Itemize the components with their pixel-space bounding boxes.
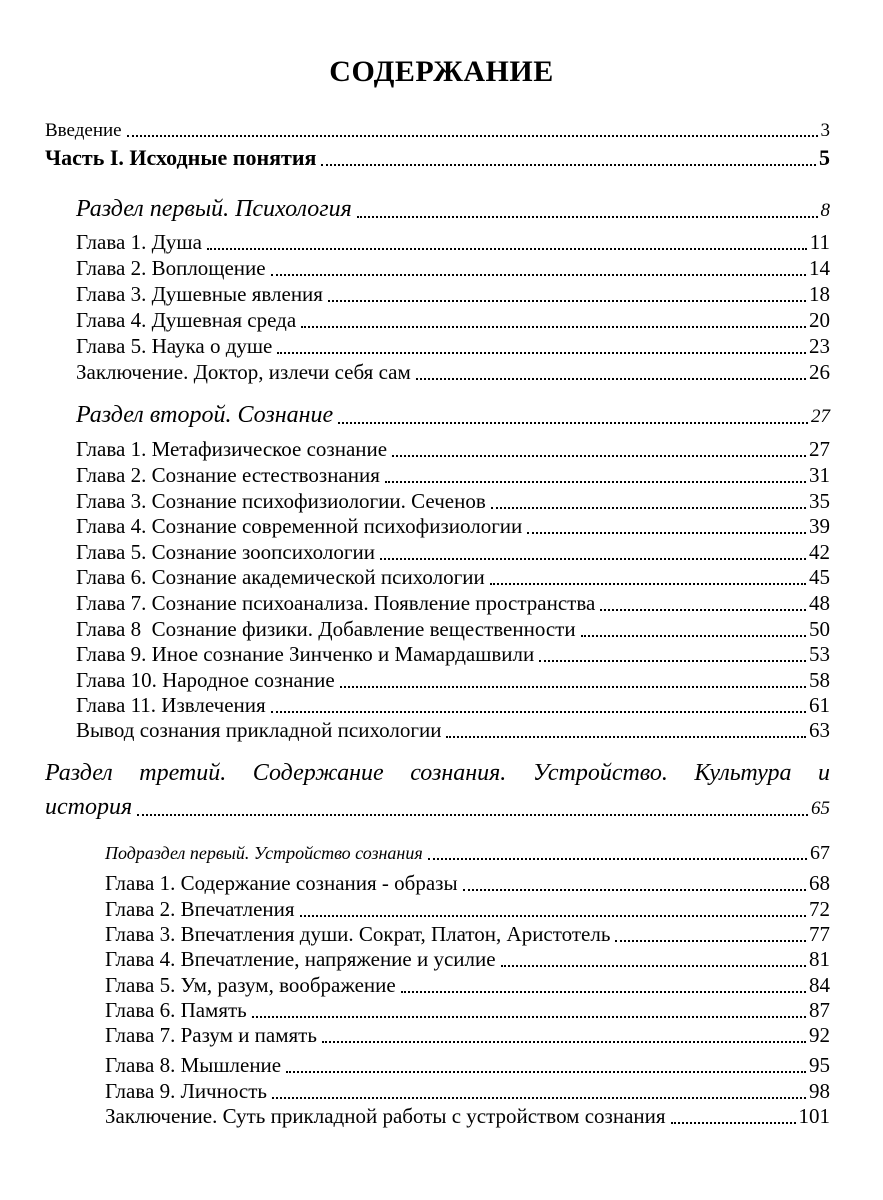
dot-leader (127, 135, 818, 137)
toc-chapter[interactable] (76, 336, 830, 357)
toc-chapter[interactable] (76, 465, 830, 486)
toc-chapter[interactable] (76, 516, 830, 537)
toc-chapter[interactable] (105, 1025, 830, 1046)
dot-leader (385, 481, 806, 483)
toc-chapter[interactable] (105, 899, 830, 920)
toc-chapter[interactable] (76, 644, 830, 665)
toc-entry-page: 98 (809, 1079, 830, 1103)
dot-leader (207, 248, 807, 250)
toc-entry-page: 50 (809, 617, 830, 641)
toc-entry-page: 63 (809, 718, 830, 742)
toc-entry-page: 8 (820, 200, 830, 221)
toc-entry-page: 11 (809, 230, 830, 254)
dot-leader (321, 164, 816, 166)
dot-leader (446, 736, 806, 738)
toc-entry-label: Глава 5. Ум, разум, воображение (105, 973, 396, 997)
dot-leader (300, 915, 806, 917)
toc-entry-label: Заключение. Суть прикладной работы с устройством сознания (105, 1104, 666, 1128)
toc-entry-label: Глава 4. Душевная среда (76, 308, 297, 332)
toc-chapter[interactable] (76, 593, 830, 614)
toc-entry-page: 23 (809, 334, 830, 358)
heading-word: и (818, 760, 830, 786)
dot-leader (491, 507, 806, 509)
toc-entry-label: Глава 2. Воплощение (76, 256, 266, 280)
toc-entry-page: 20 (809, 308, 830, 332)
heading-word: Устройство. (532, 760, 668, 786)
toc-entry-label: Глава 6. Сознание академической психологии (76, 565, 485, 589)
toc-entry-page: 95 (809, 1053, 830, 1077)
toc-chapter[interactable] (105, 1000, 830, 1021)
toc-chapter[interactable] (76, 310, 830, 331)
toc-entry-page: 68 (809, 871, 830, 895)
toc-entry-page: 84 (809, 973, 830, 997)
toc-chapter[interactable] (105, 975, 830, 996)
dot-leader (271, 711, 806, 713)
toc-entry-page: 92 (809, 1023, 830, 1047)
dot-leader (272, 1097, 806, 1099)
toc-entry-label: Глава 7. Разум и память (105, 1023, 317, 1047)
dot-leader (527, 532, 806, 534)
dot-leader (340, 686, 806, 688)
toc-chapter[interactable] (76, 439, 830, 460)
toc-entry-page: 27 (809, 437, 830, 461)
dot-leader (671, 1122, 796, 1124)
dot-leader (322, 1041, 806, 1043)
toc-entry-label: Часть I. Исходные понятия (45, 145, 317, 170)
toc-entry-label: Вывод сознания прикладной психологии (76, 718, 442, 742)
toc-chapter[interactable] (76, 258, 830, 279)
dot-leader (428, 858, 807, 860)
toc-entry-label: Введение (45, 120, 122, 141)
toc-subsection-1[interactable] (105, 843, 830, 863)
toc-entry-page: 35 (809, 489, 830, 513)
toc-entry-page: 5 (819, 145, 830, 170)
dot-leader (277, 352, 806, 354)
dot-leader (416, 378, 806, 380)
toc-section-1[interactable] (76, 197, 830, 221)
toc-entry-page: 48 (809, 591, 830, 615)
toc-entry-label: Глава 4. Впечатление, напряжение и усилие (105, 947, 496, 971)
toc-chapter[interactable] (76, 720, 830, 741)
toc-entry-label: Глава 2. Сознание естествознания (76, 463, 380, 487)
toc-entry-label: Подраздел первый. Устройство сознания (105, 843, 423, 863)
toc-section-3-line-1 (45, 761, 830, 785)
toc-entry-page: 101 (798, 1104, 830, 1128)
toc-entry-label: Глава 1. Метафизическое сознание (76, 437, 388, 461)
dot-leader (357, 216, 818, 218)
toc-entry-label: Глава 3. Душевные явления (76, 282, 323, 306)
toc-chapter[interactable] (105, 1055, 830, 1076)
toc-entry-label: Глава 8. Мышление (105, 1053, 282, 1077)
toc-entry-page: 81 (809, 947, 830, 971)
toc-chapter[interactable] (76, 491, 830, 512)
toc-chapter[interactable] (76, 542, 830, 563)
toc-section-2[interactable] (76, 403, 830, 427)
dot-leader (600, 609, 806, 611)
toc-entry-label: Заключение. Доктор, излечи себя сам (76, 360, 411, 384)
toc-chapter[interactable] (105, 924, 830, 945)
dot-leader (286, 1071, 806, 1073)
toc-chapter[interactable] (105, 1106, 830, 1127)
toc-entry-page: 42 (809, 540, 830, 564)
toc-entry-label: Глава 6. Память (105, 998, 247, 1022)
toc-entry-page: 3 (820, 120, 830, 141)
toc-chapter[interactable] (76, 619, 830, 640)
toc-entry-label: Глава 1. Душа (76, 230, 202, 254)
toc-entry-label: история (45, 794, 133, 820)
toc-entry-page: 18 (809, 282, 830, 306)
toc-entry-page: 72 (809, 897, 830, 921)
toc-entry-part-1[interactable] (45, 147, 830, 169)
dot-leader (380, 558, 806, 560)
toc-entry-label: Глава 3. Впечатления души. Сократ, Платон, Аристотель (105, 922, 611, 946)
heading-word: Культура (694, 760, 792, 786)
toc-entry-label: Глава 3. Сознание психофизиологии. Сеченов (76, 489, 486, 513)
toc-entry-label: Глава 9. Личность (105, 1079, 267, 1103)
dot-leader (615, 940, 806, 942)
toc-entry-page: 26 (809, 360, 830, 384)
heading-word: Раздел (45, 760, 113, 786)
dot-leader (392, 455, 806, 457)
toc-entry-page: 27 (811, 406, 830, 427)
toc-entry-page: 58 (809, 668, 830, 692)
dot-leader (539, 660, 806, 662)
toc-entry-page: 39 (809, 514, 830, 538)
toc-entry-page: 14 (809, 256, 830, 280)
heading-word: третий. (139, 760, 227, 786)
toc-entry-page: 31 (809, 463, 830, 487)
dot-leader (463, 889, 806, 891)
toc-entry-label: Глава 10. Народное сознание (76, 668, 335, 692)
toc-chapter[interactable] (105, 873, 830, 894)
toc-entry-page: 87 (809, 998, 830, 1022)
heading-word: Содержание (252, 760, 384, 786)
toc-chapter[interactable] (76, 567, 830, 588)
toc-section-3[interactable] (45, 761, 830, 819)
toc-chapter[interactable] (76, 670, 830, 691)
toc-chapter[interactable] (105, 1081, 830, 1102)
dot-leader (501, 965, 806, 967)
toc-entry-label: Раздел второй. Сознание (76, 402, 334, 428)
toc-entry-intro[interactable] (45, 121, 830, 140)
dot-leader (328, 300, 806, 302)
toc-entry-label: Раздел первый. Психология (76, 196, 352, 222)
toc-chapter[interactable] (105, 949, 830, 970)
toc-entry-label: Глава 11. Извлечения (76, 693, 266, 717)
toc-entry-label: Глава 2. Впечатления (105, 897, 295, 921)
dot-leader (581, 635, 806, 637)
toc-entry-label: Глава 1. Содержание сознания - образы (105, 871, 458, 895)
toc-entry-page: 77 (809, 922, 830, 946)
toc-entry-label: Глава 7. Сознание психоанализа. Появление пространства (76, 591, 596, 615)
toc-chapter[interactable] (76, 362, 830, 383)
page-title: СОДЕРЖАНИЕ (329, 55, 554, 88)
dot-leader (401, 991, 806, 993)
toc-entry-page: 45 (809, 565, 830, 589)
toc-entry-label: Глава 8 Сознание физики. Добавление вещественности (76, 617, 576, 641)
toc-chapter[interactable] (76, 695, 830, 716)
toc-entry-label: Глава 4. Сознание современной психофизиологии (76, 514, 523, 538)
dot-leader (301, 326, 806, 328)
toc-entry-label: Глава 5. Сознание зоопсихологии (76, 540, 375, 564)
toc-entry-page: 67 (810, 842, 830, 864)
heading-word: сознания. (410, 760, 507, 786)
dot-leader (137, 814, 808, 816)
toc-entry-page: 65 (811, 798, 830, 819)
toc-section-3-line-2 (45, 795, 830, 819)
toc-entry-page: 53 (809, 642, 830, 666)
dot-leader (252, 1016, 806, 1018)
toc-entry-label: Глава 5. Наука о душе (76, 334, 273, 358)
toc-entry-page: 61 (809, 693, 830, 717)
toc-entry-label: Глава 9. Иное сознание Зинченко и Мамардашвили (76, 642, 535, 666)
dot-leader (490, 583, 806, 585)
dot-leader (271, 274, 806, 276)
toc-chapter[interactable] (76, 232, 830, 253)
toc-chapter[interactable] (76, 284, 830, 305)
dot-leader (338, 422, 808, 424)
